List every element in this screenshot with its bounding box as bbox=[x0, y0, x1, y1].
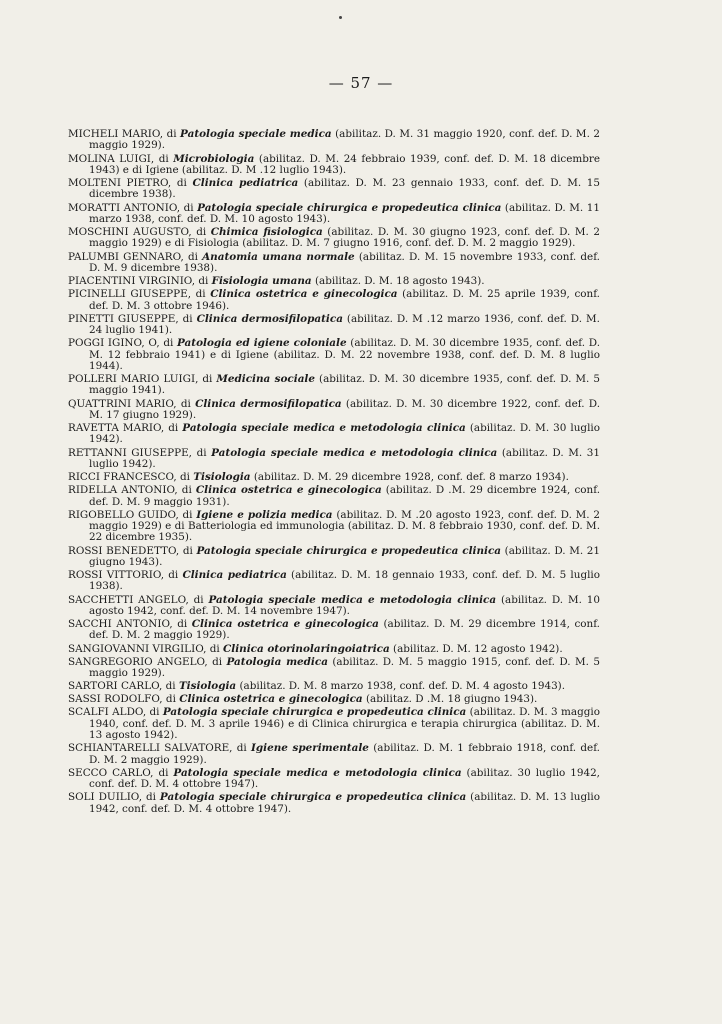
entry-details: (abilitaz. D. M. 30 giugno 1923, conf. def. D. M. 2 maggio 1929) e di Fisiologia (abilitaz. D. M. 7 giugno 1916, conf. def. D. M. 2 maggio 1929). bbox=[89, 226, 600, 250]
entry-subject: Patologia speciale chirurgica e propedeutica clinica bbox=[162, 706, 467, 719]
entry-connector: di bbox=[188, 593, 209, 606]
entry-name: MICHELI MARIO, bbox=[68, 128, 164, 140]
list-item bbox=[68, 448, 600, 471]
entry-details: (abilitaz. D. M. 11 marzo 1938, conf. def. D. M. 10 agosto 1943). bbox=[89, 201, 600, 225]
list-item bbox=[68, 510, 600, 544]
entry-subject: Patologia medica bbox=[226, 655, 328, 668]
entry-connector: di bbox=[178, 312, 197, 325]
entry-connector: di bbox=[206, 642, 223, 655]
entry-subject: Clinica ostetrica e ginecologica bbox=[179, 693, 363, 706]
list-item bbox=[68, 657, 600, 680]
entry-name: PIACENTINI VIRGINIO, bbox=[68, 275, 196, 287]
list-item bbox=[68, 252, 600, 275]
entry-subject: Tisiologia bbox=[178, 680, 237, 693]
entry-details: (abilitaz. D. M. 8 marzo 1938, conf. def. D. M. 4 agosto 1943). bbox=[236, 680, 566, 693]
entry-subject: Clinica otorinolaringoiatrica bbox=[223, 642, 390, 655]
entry-connector: di bbox=[198, 373, 217, 385]
entry-name: SANGREGORIO ANGELO, bbox=[68, 655, 208, 668]
list-item bbox=[68, 374, 600, 397]
entry-connector: di bbox=[153, 766, 174, 779]
entry-subject: Clinica dermosifilopatica bbox=[196, 312, 343, 325]
entry-connector: di bbox=[191, 288, 211, 301]
entry-name: RIDELLA ANTONIO, bbox=[68, 484, 178, 497]
entry-connector: di bbox=[159, 337, 178, 350]
entry-connector: di bbox=[176, 471, 194, 483]
list-item bbox=[68, 485, 600, 508]
entry-details: (abilitaz. D. M. 15 novembre 1933, conf. def. D. M. 9 dicembre 1938). bbox=[89, 250, 600, 274]
entry-connector: di bbox=[154, 152, 174, 165]
entry-name: MORATTI ANTONIO, bbox=[68, 201, 181, 214]
entry-subject: Patologia ed igiene coloniale bbox=[177, 337, 347, 350]
entry-details: (abilitaz. D. M .20 agosto 1923, conf. def. D. M. 2 maggio 1929) e di Batteriologia ed immunologia (abilitaz. D. M. 8 febbraio 1930, conf. def. D. M. 22 dicembre 1935). bbox=[89, 508, 600, 544]
list-item bbox=[68, 570, 600, 593]
entry-details: (abilitaz. D. M .12 marzo 1936, conf. def. D. M. 24 luglio 1941). bbox=[89, 312, 600, 336]
entry-details: (abilitaz. D. M. 30 dicembre 1922, conf. def. D. M. 17 giugno 1929). bbox=[89, 397, 600, 421]
entry-connector: di bbox=[146, 706, 163, 719]
entry-connector: di bbox=[192, 446, 212, 459]
list-item bbox=[68, 178, 600, 201]
entry-name: SACCHETTI ANGELO, bbox=[68, 593, 189, 606]
list-item bbox=[68, 338, 600, 372]
entry-subject: Chimica fisiologica bbox=[210, 226, 323, 238]
entry-subject: Patologia speciale medica e metodologia clinica bbox=[211, 446, 498, 459]
entry-name: MOLINA LUIGI, bbox=[68, 152, 155, 165]
entry-connector: di bbox=[172, 618, 192, 630]
entry-connector: di bbox=[207, 655, 227, 668]
entry-details: (abilitaz. D. M. 18 gennaio 1933, conf. def. D. M. 5 luglio 1938). bbox=[89, 569, 601, 593]
entry-details: (abilitaz. D. M. 12 agosto 1942). bbox=[389, 642, 563, 655]
entry-subject: Clinica dermosifilopatica bbox=[195, 397, 342, 410]
list-item bbox=[68, 707, 600, 741]
entry-details: (abilitaz. 30 luglio 1942, conf. def. D. M. 4 ottobre 1947). bbox=[89, 766, 600, 791]
entry-name: PINETTI GIUSEPPE, bbox=[68, 312, 179, 325]
entry-name: RETTANNI GIUSEPPE, bbox=[68, 446, 192, 459]
entry-connector: di bbox=[176, 397, 196, 410]
list-item bbox=[68, 768, 600, 791]
list-item bbox=[68, 129, 600, 152]
entry-subject: Patologia speciale chirurgica e propedeutica clinica bbox=[196, 544, 502, 557]
list-item bbox=[68, 546, 600, 569]
entry-subject: Medicina sociale bbox=[216, 373, 315, 385]
list-item bbox=[68, 423, 600, 446]
entry-connector: di bbox=[180, 201, 198, 214]
entry-connector: di bbox=[162, 693, 180, 706]
entry-connector: di bbox=[163, 128, 181, 140]
list-item bbox=[68, 399, 600, 422]
entry-name: MOSCHINI AUGUSTO, bbox=[68, 226, 192, 238]
list-item bbox=[68, 743, 600, 766]
entry-name: RAVETTA MARIO, bbox=[68, 422, 165, 434]
entry-subject: Patologia speciale chirurgica e propedeutica clinica bbox=[159, 791, 467, 804]
entry-details: (abilitaz. D. M. 18 agosto 1943). bbox=[311, 275, 485, 287]
entry-connector: di bbox=[177, 484, 196, 497]
list-item bbox=[68, 681, 600, 692]
entry-details: (abilitaz. D. M. 23 gennaio 1933, conf. def. D. M. 15 dicembre 1938). bbox=[89, 177, 600, 201]
list-item bbox=[68, 644, 600, 655]
entry-subject: Igiene sperimentale bbox=[251, 742, 369, 755]
entry-details: (abilitaz. D. M. 30 luglio 1942). bbox=[89, 422, 600, 446]
entry-name: SCALFI ALDO, bbox=[68, 706, 147, 719]
entry-connector: di bbox=[191, 226, 211, 238]
entry-subject: Clinica ostetrica e ginecologica bbox=[195, 484, 382, 497]
entry-name: RICCI FRANCESCO, bbox=[68, 471, 177, 483]
entry-subject: Patologia speciale chirurgica e propedeutica clinica bbox=[197, 201, 502, 214]
list-item bbox=[68, 314, 600, 337]
entry-subject: Patologia speciale medica e metodologia clinica bbox=[208, 593, 497, 606]
entry-name: SECCO CARLO, bbox=[68, 766, 154, 779]
entry-connector: di bbox=[183, 250, 203, 263]
list-item bbox=[68, 595, 600, 618]
list-item bbox=[68, 694, 600, 705]
entry-name: QUATTRINI MARIO, bbox=[68, 397, 177, 410]
entry-connector: di bbox=[178, 508, 197, 521]
entry-list bbox=[68, 129, 600, 817]
entry-details: (abilitaz. D. M. 21 giugno 1943). bbox=[89, 544, 600, 568]
entry-details: (abilitaz. D. M. 31 maggio 1920, conf. def. D. M. 2 maggio 1929). bbox=[89, 128, 600, 152]
entry-connector: di bbox=[179, 544, 197, 557]
entry-details: (abilitaz. D. M. 30 dicembre 1935, conf. def. D. M. 12 febbraio 1941) e di Igiene (abilitaz. D. M. 22 novembre 1938, conf. def. D. M. 8 luglio 1944). bbox=[89, 337, 600, 372]
entry-name: SARTORI CARLO, bbox=[68, 680, 163, 693]
entry-subject: Igiene e polizia medica bbox=[196, 508, 333, 521]
entry-details: (abilitaz. D .M. 29 dicembre 1924, conf. def. D. M. 9 maggio 1931). bbox=[89, 484, 600, 508]
entry-connector: di bbox=[162, 680, 179, 693]
entry-connector: di bbox=[195, 275, 212, 287]
entry-subject: Fisiologia umana bbox=[211, 275, 312, 287]
page-number: — 57 — bbox=[328, 74, 394, 92]
entry-details: (abilitaz. D. M. 10 agosto 1942, conf. def. D. M. 14 novembre 1947). bbox=[89, 593, 600, 617]
list-item bbox=[68, 619, 600, 642]
entry-details: (abilitaz. D. M. 3 maggio 1940, conf. def. D. M. 3 aprile 1946) e di Clinica chirurgica e terapia chirurgica (abilitaz. D. M. 13 agosto 1942). bbox=[89, 706, 600, 742]
entry-name: MOLTENI PIETRO, bbox=[68, 177, 172, 189]
entry-details: (abilitaz. D. M. 24 febbraio 1939, conf. def. D. M. 18 dicembre 1943) e di Igiene (abilitaz. D. M .12 luglio 1943). bbox=[89, 152, 600, 176]
list-item bbox=[68, 276, 600, 287]
entry-subject: Tisiologia bbox=[193, 471, 251, 483]
entry-subject: Clinica ostetrica e ginecologica bbox=[210, 288, 398, 301]
entry-subject: Patologia speciale medica bbox=[180, 128, 332, 140]
entry-connector: di bbox=[164, 569, 183, 581]
entry-subject: Clinica pediatrica bbox=[192, 177, 299, 189]
list-item bbox=[68, 792, 600, 815]
entry-connector: di bbox=[164, 422, 183, 434]
entry-details: (abilitaz. D. M. 13 luglio 1942, conf. def. D. M. 4 ottobre 1947). bbox=[89, 791, 600, 815]
entry-details: (abilitaz. D .M. 18 giugno 1943). bbox=[362, 693, 538, 706]
list-item bbox=[68, 472, 600, 483]
entry-connector: di bbox=[142, 791, 160, 804]
entry-details: (abilitaz. D. M. 31 luglio 1942). bbox=[89, 446, 600, 470]
entry-connector: di bbox=[171, 177, 193, 189]
entry-name: ROSSI BENEDETTO, bbox=[68, 544, 180, 557]
entry-subject: Patologia speciale medica e metodologia clinica bbox=[182, 422, 466, 434]
list-item bbox=[68, 154, 600, 177]
entry-subject: Patologia speciale medica e metodologia clinica bbox=[173, 766, 462, 779]
list-item bbox=[68, 289, 600, 312]
entry-details: (abilitaz. D. M. 30 dicembre 1935, conf. def. D. M. 5 maggio 1941). bbox=[89, 373, 600, 397]
entry-name: POGGI IGINO, O, bbox=[68, 337, 160, 350]
entry-details: (abilitaz. D. M. 1 febbraio 1918, conf. def. D. M. 2 maggio 1929). bbox=[89, 742, 600, 766]
list-item bbox=[68, 227, 600, 250]
entry-subject: Anatomia umana normale bbox=[202, 250, 355, 263]
entry-details: (abilitaz. D. M. 5 maggio 1915, conf. def. D. M. 5 maggio 1929). bbox=[89, 655, 600, 679]
entry-subject: Clinica ostetrica e ginecologica bbox=[191, 618, 379, 630]
entry-name: PICINELLI GIUSEPPE, bbox=[68, 288, 192, 301]
entry-name: SCHIANTARELLI SALVATORE, bbox=[68, 742, 233, 755]
entry-name: RIGOBELLO GUIDO, bbox=[68, 508, 179, 521]
list-item bbox=[68, 203, 600, 226]
entry-subject: Microbiologia bbox=[173, 152, 255, 165]
entry-name: SANGIOVANNI VIRGILIO, bbox=[68, 642, 207, 655]
entry-details: (abilitaz. D. M. 25 aprile 1939, conf. def. D. M. 3 ottobre 1946). bbox=[89, 288, 600, 312]
top-speck bbox=[339, 16, 342, 19]
entry-details: (abilitaz. D. M. 29 dicembre 1914, conf. def. D. M. 2 maggio 1929). bbox=[89, 618, 600, 642]
entry-name: ROSSI VITTORIO, bbox=[68, 569, 165, 581]
entry-connector: di bbox=[232, 742, 252, 755]
entry-subject: Clinica pediatrica bbox=[182, 569, 287, 581]
entry-name: PALUMBI GENNARO, bbox=[68, 250, 184, 263]
entry-name: SOLI DUILIO, bbox=[68, 791, 143, 804]
entry-name: POLLERI MARIO LUIGI, bbox=[68, 373, 199, 385]
entry-name: SACCHI ANTONIO, bbox=[68, 618, 173, 630]
entry-name: SASSI RODOLFO, bbox=[68, 693, 163, 706]
entry-details: (abilitaz. D. M. 29 dicembre 1928, conf. def. 8 marzo 1934). bbox=[250, 471, 569, 483]
